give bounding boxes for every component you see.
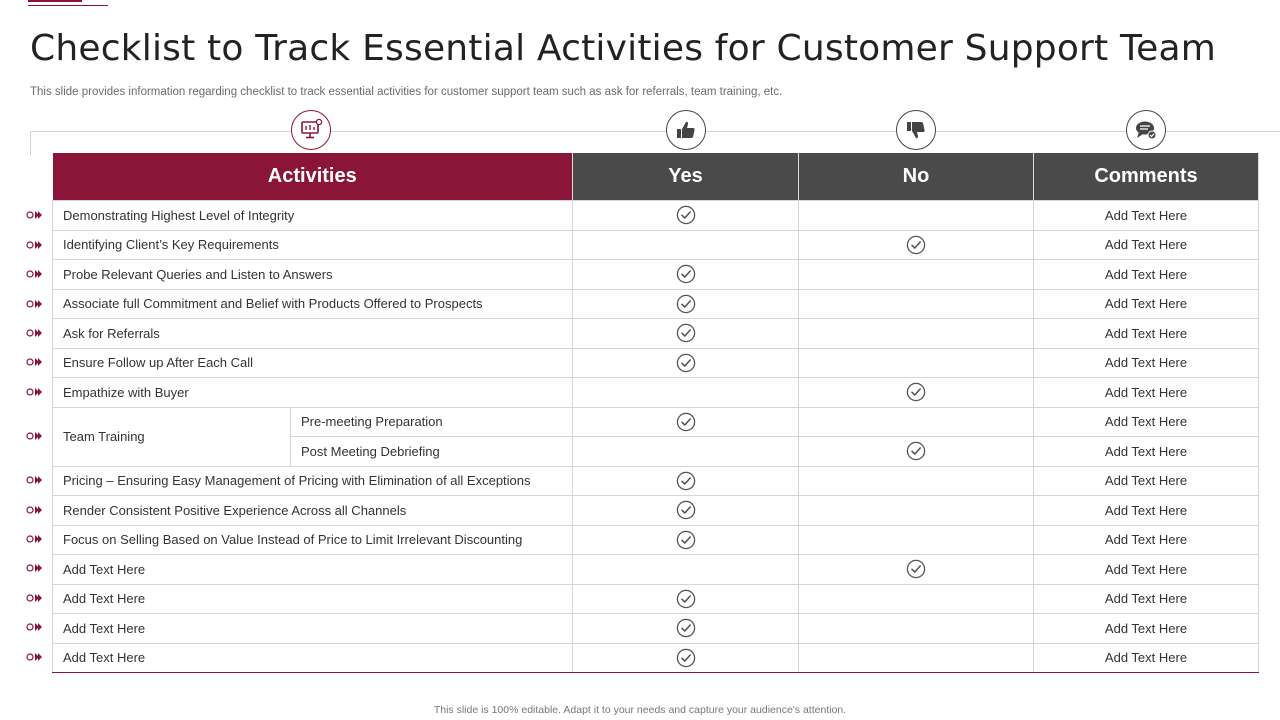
comment-cell[interactable]: Add Text Here bbox=[1034, 201, 1259, 231]
activity-cell: Identifying Client’s Key Requirements bbox=[53, 230, 573, 260]
yes-cell bbox=[573, 614, 799, 644]
row-bullet-icon bbox=[26, 387, 44, 397]
no-cell bbox=[799, 407, 1034, 437]
comment-cell[interactable]: Add Text Here bbox=[1034, 319, 1259, 349]
activity-cell: Ensure Follow up After Each Call bbox=[53, 348, 573, 378]
check-circle-icon bbox=[573, 353, 798, 373]
check-circle-icon bbox=[573, 618, 798, 638]
accent-underline bbox=[28, 5, 108, 6]
table-row bbox=[53, 201, 1259, 231]
row-bullet-icon bbox=[26, 210, 44, 220]
activity-cell: Associate full Commitment and Belief with Products Offered to Prospects bbox=[53, 289, 573, 319]
header-activities: Activities bbox=[53, 153, 573, 201]
comment-cell[interactable]: Add Text Here bbox=[1034, 555, 1259, 585]
frame-line-left bbox=[30, 131, 31, 155]
no-cell bbox=[799, 348, 1034, 378]
check-circle-icon bbox=[573, 500, 798, 520]
no-cell bbox=[799, 260, 1034, 290]
yes-cell bbox=[573, 289, 799, 319]
comment-cell[interactable]: Add Text Here bbox=[1034, 437, 1259, 467]
table-row bbox=[53, 230, 1259, 260]
check-circle-icon bbox=[573, 471, 798, 491]
row-bullet-icon bbox=[26, 431, 44, 441]
frame-line-top bbox=[30, 131, 1280, 132]
yes-cell bbox=[573, 230, 799, 260]
check-circle-icon bbox=[573, 323, 798, 343]
table-row bbox=[53, 496, 1259, 526]
activity-cell: Empathize with Buyer bbox=[53, 378, 573, 408]
no-cell bbox=[799, 496, 1034, 526]
activity-cell[interactable]: Add Text Here bbox=[53, 584, 573, 614]
check-circle-icon bbox=[799, 382, 1033, 402]
activity-cell[interactable]: Add Text Here bbox=[53, 643, 573, 673]
no-cell bbox=[799, 466, 1034, 496]
row-bullet-icon bbox=[26, 505, 44, 515]
table-row bbox=[53, 614, 1259, 644]
subactivity-cell: Post Meeting Debriefing bbox=[291, 437, 573, 467]
check-circle-icon bbox=[573, 294, 798, 314]
yes-cell bbox=[573, 201, 799, 231]
activity-cell: Demonstrating Highest Level of Integrity bbox=[53, 201, 573, 231]
check-circle-icon bbox=[573, 264, 798, 284]
comment-cell[interactable]: Add Text Here bbox=[1034, 289, 1259, 319]
comment-cell[interactable]: Add Text Here bbox=[1034, 525, 1259, 555]
table-row bbox=[53, 584, 1259, 614]
no-cell bbox=[799, 614, 1034, 644]
comment-cell[interactable]: Add Text Here bbox=[1034, 348, 1259, 378]
table-header-row bbox=[53, 153, 1259, 201]
footer-note: This slide is 100% editable. Adapt it to your needs and capture your audience's attention. bbox=[433, 704, 847, 716]
activity-cell: Focus on Selling Based on Value Instead of Price to Limit Irrelevant Discounting bbox=[53, 525, 573, 555]
chat-icon bbox=[1126, 110, 1166, 150]
row-bullet-icon bbox=[26, 328, 44, 338]
comment-cell[interactable]: Add Text Here bbox=[1034, 643, 1259, 673]
row-bullet-icon bbox=[26, 357, 44, 367]
table-row bbox=[53, 260, 1259, 290]
row-bullet-icon bbox=[26, 622, 44, 632]
header-yes: Yes bbox=[573, 153, 799, 201]
activity-cell: Probe Relevant Queries and Listen to Answers bbox=[53, 260, 573, 290]
table-row bbox=[53, 319, 1259, 349]
accent-bar bbox=[28, 0, 82, 2]
yes-cell bbox=[573, 496, 799, 526]
comment-cell[interactable]: Add Text Here bbox=[1034, 260, 1259, 290]
check-circle-icon bbox=[799, 559, 1033, 579]
header-no: No bbox=[799, 153, 1034, 201]
comment-cell[interactable]: Add Text Here bbox=[1034, 584, 1259, 614]
yes-cell bbox=[573, 584, 799, 614]
no-cell bbox=[799, 201, 1034, 231]
table-row bbox=[53, 525, 1259, 555]
yes-cell bbox=[573, 525, 799, 555]
yes-cell bbox=[573, 378, 799, 408]
yes-cell bbox=[573, 555, 799, 585]
table-row bbox=[53, 348, 1259, 378]
row-bullet-icon bbox=[26, 563, 44, 573]
check-circle-icon bbox=[573, 205, 798, 225]
no-cell bbox=[799, 555, 1034, 585]
comment-cell[interactable]: Add Text Here bbox=[1034, 230, 1259, 260]
comment-cell[interactable]: Add Text Here bbox=[1034, 407, 1259, 437]
comment-cell[interactable]: Add Text Here bbox=[1034, 614, 1259, 644]
no-cell bbox=[799, 378, 1034, 408]
row-bullet-icon bbox=[26, 475, 44, 485]
yes-cell bbox=[573, 348, 799, 378]
yes-cell bbox=[573, 437, 799, 467]
row-bullet-icon bbox=[26, 593, 44, 603]
no-cell bbox=[799, 437, 1034, 467]
no-cell bbox=[799, 584, 1034, 614]
table-row bbox=[53, 555, 1259, 585]
check-circle-icon bbox=[573, 589, 798, 609]
yes-cell bbox=[573, 643, 799, 673]
page-title: Checklist to Track Essential Activities for Customer Support Team bbox=[30, 28, 1216, 69]
comment-cell[interactable]: Add Text Here bbox=[1034, 466, 1259, 496]
checklist-table bbox=[52, 153, 1259, 673]
row-bullet-icon bbox=[26, 299, 44, 309]
row-bullet-icon bbox=[26, 534, 44, 544]
yes-cell bbox=[573, 407, 799, 437]
yes-cell bbox=[573, 319, 799, 349]
thumbs-down-icon bbox=[896, 110, 936, 150]
no-cell bbox=[799, 643, 1034, 673]
table-row bbox=[53, 466, 1259, 496]
monitor-icon bbox=[291, 110, 331, 150]
no-cell bbox=[799, 230, 1034, 260]
check-circle-icon bbox=[799, 235, 1033, 255]
no-cell bbox=[799, 525, 1034, 555]
activity-cell: Ask for Referrals bbox=[53, 319, 573, 349]
yes-cell bbox=[573, 260, 799, 290]
table-row bbox=[53, 407, 1259, 437]
activity-cell[interactable]: Add Text Here bbox=[53, 555, 573, 585]
subactivity-cell: Pre-meeting Preparation bbox=[291, 407, 573, 437]
thumbs-up-icon bbox=[666, 110, 706, 150]
row-bullet-icon bbox=[26, 269, 44, 279]
check-circle-icon bbox=[573, 530, 798, 550]
table-row bbox=[53, 643, 1259, 673]
table-row bbox=[53, 289, 1259, 319]
check-circle-icon bbox=[573, 412, 798, 432]
top-accent-line bbox=[28, 0, 108, 6]
no-cell bbox=[799, 289, 1034, 319]
comment-cell[interactable]: Add Text Here bbox=[1034, 378, 1259, 408]
no-cell bbox=[799, 319, 1034, 349]
row-bullet-icon bbox=[26, 652, 44, 662]
activity-cell: Render Consistent Positive Experience Across all Channels bbox=[53, 496, 573, 526]
check-circle-icon bbox=[799, 441, 1033, 461]
page-subtitle: This slide provides information regarding checklist to track essential activities for customer support team such as ask for referrals, team training, etc. bbox=[30, 86, 783, 98]
table-row bbox=[53, 378, 1259, 408]
activity-cell[interactable]: Add Text Here bbox=[53, 614, 573, 644]
activity-cell: Team Training bbox=[53, 407, 291, 466]
comment-cell[interactable]: Add Text Here bbox=[1034, 496, 1259, 526]
header-comments: Comments bbox=[1034, 153, 1259, 201]
check-circle-icon bbox=[573, 648, 798, 668]
activity-cell: Pricing – Ensuring Easy Management of Pricing with Elimination of all Exceptions bbox=[53, 466, 573, 496]
row-bullet-icon bbox=[26, 240, 44, 250]
yes-cell bbox=[573, 466, 799, 496]
